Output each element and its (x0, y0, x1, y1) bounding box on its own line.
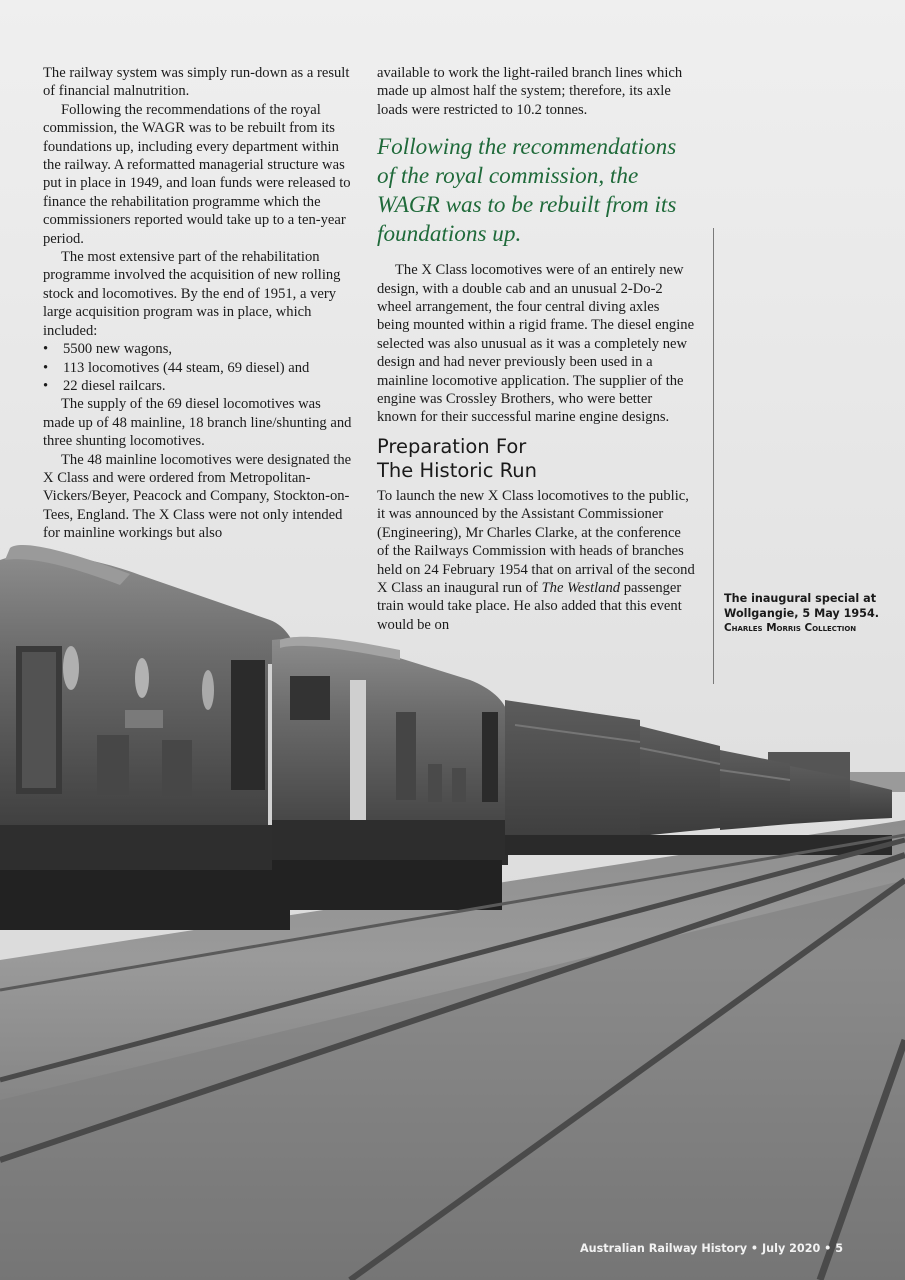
train-name: The Westland (541, 579, 621, 596)
paragraph: available to work the light-railed branch lines which made up almost half the system; therefore, its axle loads were restricted to 10.2 tonnes. (377, 65, 683, 118)
paragraph (377, 487, 695, 634)
section-heading (377, 435, 695, 483)
page-footer: Australian Railway History • July 2020 • 5 (580, 1242, 843, 1255)
list-item: • 22 diesel railcars. (43, 377, 355, 395)
paragraph: The supply of the 69 diesel locomotives was made up of 48 mainline, 18 branch line/shunting and three shunting locomotives. (43, 396, 352, 450)
paragraph: Following the recommendations of the royal commission, the WAGR was to be rebuilt from its foundations up, including every department within the railway. A reformatted managerial structure was put in place in 1949, and loan funds were released to finance the rehabilitation programme which the commissioners reported would take up to a ten-year period. (43, 101, 351, 247)
list-item: • 113 locomotives (44 steam, 69 diesel) and (43, 359, 355, 377)
list-item: • 5500 new wagons, (43, 340, 355, 358)
paragraph: The railway system was simply run-down as a result of financial malnutrition. (43, 65, 350, 100)
paragraph-text: passenger train would take place. He also added that this event would be on (377, 579, 682, 633)
photo-credit: Charles Morris Collection (724, 622, 857, 635)
section-heading-line-1: Preparation For (377, 434, 527, 458)
acquisition-list (43, 340, 355, 395)
photo-caption (724, 592, 889, 636)
right-text-column (377, 64, 695, 634)
caption-text: The inaugural special at Wollgangie, 5 May 1954. (724, 592, 879, 620)
left-text-column (43, 64, 355, 543)
pull-quote: Following the recommendations of the royal commission, the WAGR was to be rebuilt from its foundations up. (377, 134, 677, 248)
paragraph-text: To launch the new X Class locomotives to the public, it was announced by the Assistant Commissioner (Engineering), Mr Charles Clarke, at the conference of the Railways Commission with heads of branches held on 24 February 1954 that on arrival of the second X Class an inaugural run of (377, 487, 695, 596)
paragraph: The 48 mainline locomotives were designated the X Class and were ordered from Metropolitan-Vickers/Beyer, Peacock and Company, Stockton-on-Tees, England. The X Class were not only intended for mainline workings but also (43, 451, 352, 542)
paragraph: The X Class locomotives were of an entirely new design, with a double cab and an unusual 2-Do-2 wheel arrangement, the four central diving axles being mounted within a rigid frame. The diesel engine selected was also unusual as it was a completely new design and had never previously been used in a mainline locomotive application. The supplier of the engine was Crossley Brothers, who were better known for their successful marine engine designs. (377, 262, 695, 426)
section-heading-line-2: The Historic Run (377, 458, 538, 482)
paragraph: The most extensive part of the rehabilitation programme involved the acquisition of new rolling stock and locomotives. By the end of 1951, a very large acquisition program was in place, which included: (43, 249, 341, 339)
caption-divider (713, 228, 714, 684)
